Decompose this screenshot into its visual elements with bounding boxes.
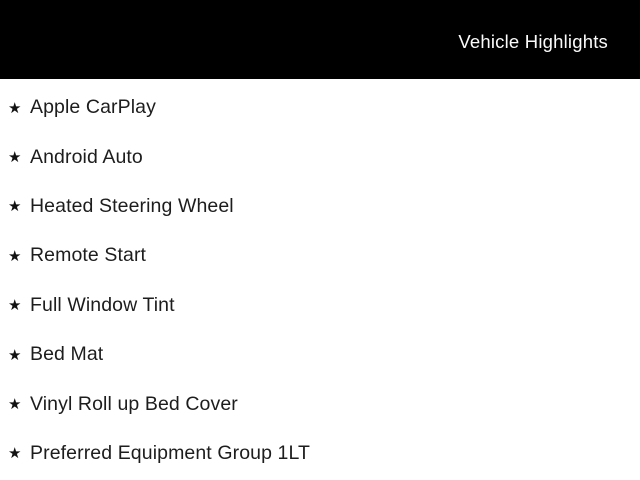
- header-bar: [0, 0, 640, 79]
- star-icon: ★: [8, 445, 22, 463]
- highlight-label: Vinyl Roll up Bed Cover: [30, 392, 238, 415]
- list-item: [8, 379, 640, 428]
- highlight-label: Android Auto: [30, 145, 143, 168]
- list-item: [8, 132, 640, 181]
- page-title: Vehicle Highlights: [458, 31, 608, 52]
- star-icon: ★: [8, 346, 22, 364]
- star-icon: ★: [8, 198, 22, 216]
- star-icon: ★: [8, 99, 22, 117]
- star-icon: ★: [8, 396, 22, 414]
- list-item: [8, 429, 640, 478]
- star-icon: ★: [8, 297, 22, 315]
- highlight-label: Heated Steering Wheel: [30, 194, 234, 217]
- highlight-label: Apple CarPlay: [30, 96, 156, 119]
- list-item: [8, 83, 640, 132]
- highlight-label: Full Window Tint: [30, 293, 175, 316]
- highlight-label: Remote Start: [30, 244, 147, 267]
- star-icon: ★: [8, 149, 22, 167]
- list-item: [8, 182, 640, 231]
- highlight-label: Preferred Equipment Group 1LT: [30, 441, 311, 464]
- list-item: [8, 281, 640, 330]
- star-icon: ★: [8, 247, 22, 265]
- list-item: [8, 231, 640, 280]
- highlight-label: Bed Mat: [30, 343, 104, 366]
- list-item: [8, 330, 640, 379]
- vehicle-highlights-list: [0, 79, 640, 478]
